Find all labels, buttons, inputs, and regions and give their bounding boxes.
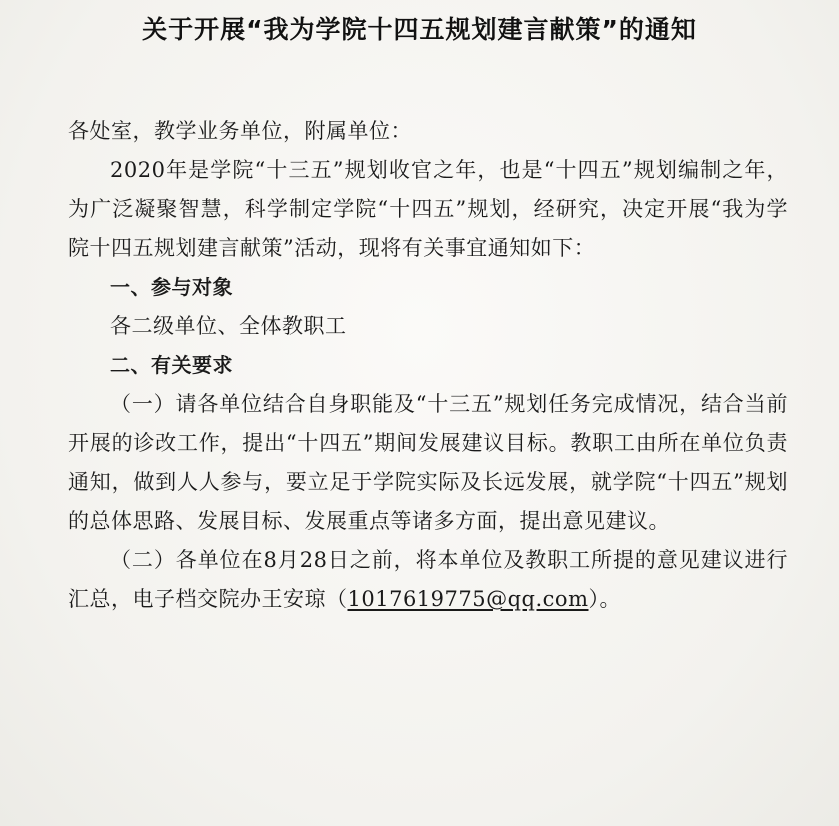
contact-email: 1017619775@qq.com: [347, 587, 589, 611]
section-heading-participants: 一、参与对象: [110, 275, 233, 299]
intro-paragraph: 2020年是学院“十三五”规划收官之年，也是“十四五”规划编制之年，为广泛凝聚智慧，科学制定学院“十四五”规划，经研究，决定开展“我为学院十四五规划建言献策”活动，现将有关事宜通知如下：: [68, 158, 788, 260]
requirement-item-1: （一）请各单位结合自身职能及“十三五”规划任务完成情况，结合当前开展的诊改工作，提出“十四五”期间发展建议目标。教职工由所在单位负责通知，做到人人参与，要立足于学院实际及长远发展，就学院“十四五”规划的总体思路、发展目标、发展重点等诸多方面，提出意见建议。: [68, 392, 788, 533]
requirement-item-2-end: ）。: [588, 587, 621, 611]
requirement-item-2: [68, 541, 788, 619]
section-heading-requirements: 二、有关要求: [110, 353, 233, 377]
requirement-item-2-text: （二）各单位在8月28日之前，将本单位及教职工所提的意见建议进行汇总，电子档交院办王安琼（: [68, 548, 788, 611]
salutation: 各处室，教学业务单位，附属单位：: [68, 119, 412, 143]
document-body: [68, 112, 788, 619]
participants-text: 各二级单位、全体教职工: [110, 314, 347, 338]
document-title: 关于开展“我为学院十四五规划建言献策”的通知: [142, 15, 697, 44]
